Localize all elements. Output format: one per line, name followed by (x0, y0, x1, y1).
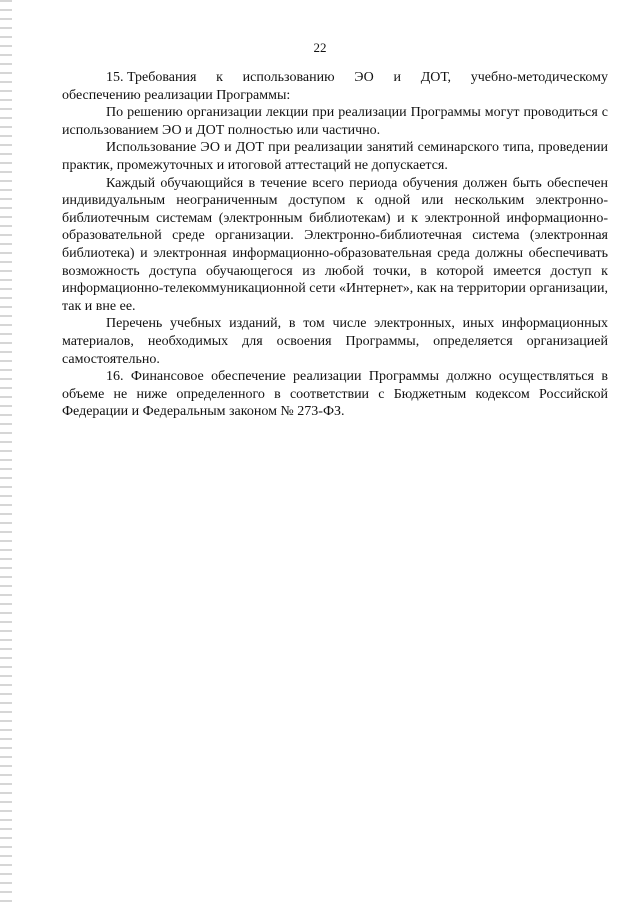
heading-word: учебно-методическому (470, 70, 608, 85)
heading-word: использованию (242, 70, 335, 85)
page-number: 22 (313, 40, 327, 55)
section-15-heading-line1 (62, 69, 608, 87)
heading-word: ДОТ, (420, 70, 452, 85)
paragraph-educational-materials: Перечень учебных изданий, в том числе электронных, иных информационных материалов, необходимых для освоения Программы, определяется организацией самостоятельно. (62, 316, 608, 367)
heading-word: к (216, 70, 223, 85)
section-15-heading (62, 69, 608, 104)
section-16-financing: 16. Финансовое обеспечение реализации Программы должно осуществляться в объеме не ниже определенного в соответствии с Бюджетным кодексом Российской Федерации и Федеральным законом № 273-ФЗ. (62, 369, 608, 420)
document-body (62, 69, 608, 421)
paragraph-seminars: Использование ЭО и ДОТ при реализации занятий семинарского типа, проведении практик, промежуточных и итоговой аттестаций не допускается. (62, 140, 608, 173)
heading-word: ЭО (354, 70, 374, 85)
paragraph-library-access: Каждый обучающийся в течение всего периода обучения должен быть обеспечен индивидуальным неограниченным доступом к одной или нескольким электронно-библиотечным системам (электронным библиотекам) и к электронной информационно-образовательной среде организации. Электронно-библиотечная система (электронная библиотека) и электронная информационно-образовательная среда должны обеспечивать возможность доступа обучающегося из любой точки, в которой имеется доступ к информационно-телекоммуникационной сети «Интернет», как на территории организации, так и вне ее. (62, 175, 608, 314)
scan-binding-edge (0, 0, 12, 905)
section-15-heading-line2: обеспечению реализации Программы: (62, 87, 291, 103)
heading-word: 15. Требования (106, 70, 197, 85)
paragraph-lectures: По решению организации лекции при реализации Программы могут проводиться с использованием ЭО и ДОТ полностью или частично. (62, 105, 608, 138)
heading-word: и (393, 70, 401, 85)
